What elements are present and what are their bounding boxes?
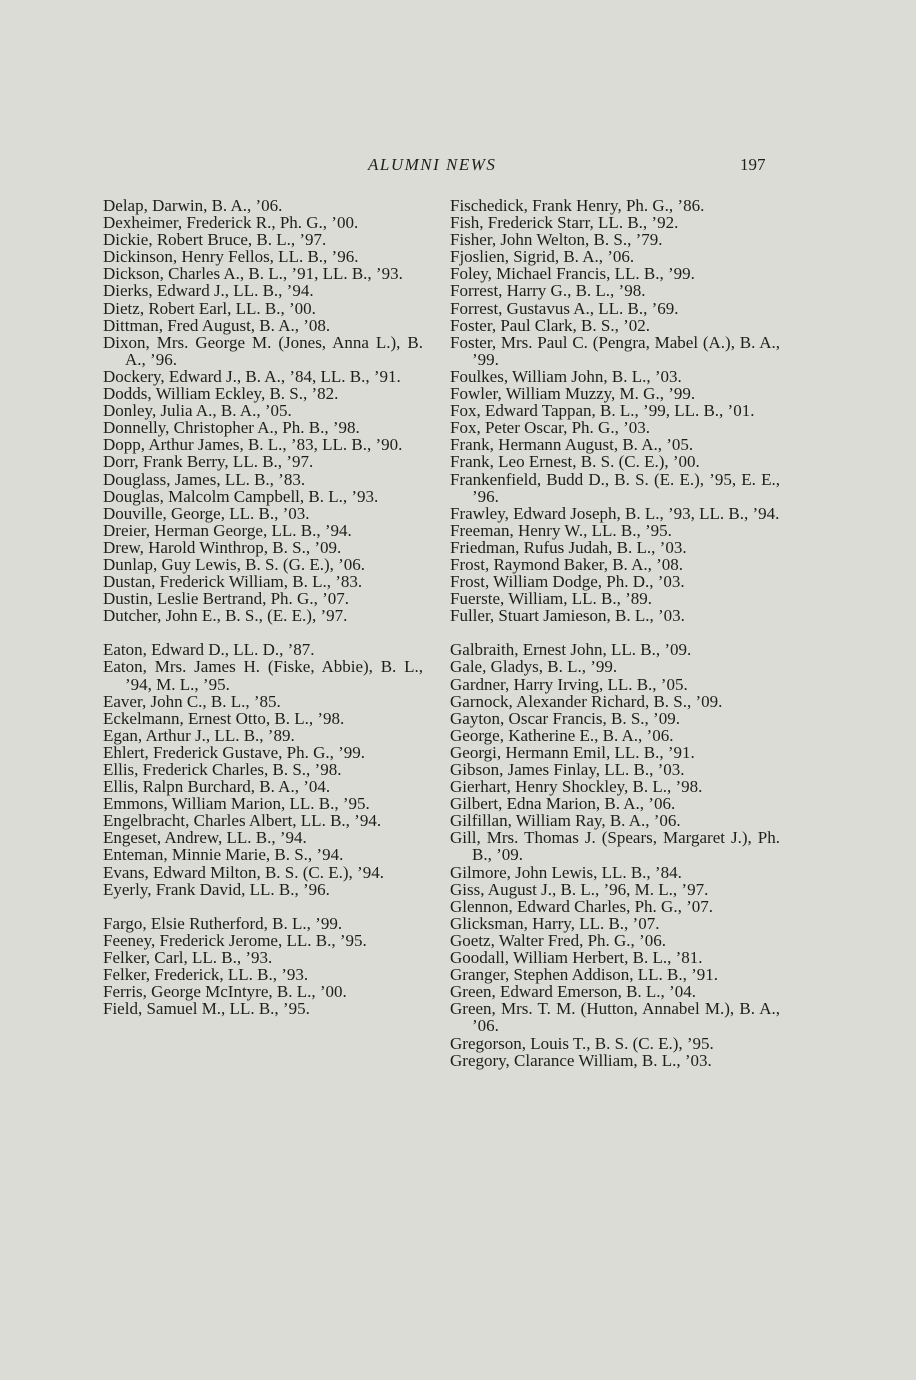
- alumni-entry: Ellis, Ralpn Burchard, B. A., ’04.: [103, 777, 331, 797]
- alumni-entry: Douville, George, LL. B., ’03.: [103, 503, 310, 523]
- alumni-entry: Fischedick, Frank Henry, Ph. G., ’86.: [450, 196, 705, 215]
- section-gap: [103, 898, 423, 915]
- alumni-entry: Glennon, Edward Charles, Ph. G., ’07.: [450, 896, 713, 916]
- alumni-entry: Emmons, William Marion, LL. B., ’95.: [103, 794, 370, 814]
- alumni-entry: Evans, Edward Milton, B. S. (C. E.), ’94.: [103, 862, 384, 882]
- alumni-entry: Dockery, Edward J., B. A., ’84, LL. B., ’91.: [103, 366, 401, 386]
- alumni-entry: Eckelmann, Ernest Otto, B. L., ’98.: [103, 708, 345, 728]
- alumni-entry: Gayton, Oscar Francis, B. S., ’09.: [450, 708, 680, 728]
- alumni-entry: Fowler, William Muzzy, M. G., ’99.: [450, 384, 696, 404]
- section-gap: [450, 624, 780, 641]
- alumni-entry: Gardner, Harry Irving, LL. B., ’05.: [450, 674, 688, 694]
- alumni-entry: Gibson, James Finlay, LL. B., ’03.: [450, 760, 685, 779]
- alumni-entry: Douglas, Malcolm Campbell, B. L., ’93.: [103, 486, 379, 506]
- alumni-entry: Drew, Harold Winthrop, B. S., ’09.: [103, 537, 342, 557]
- alumni-entry: Dickinson, Henry Fellos, LL. B., ’96.: [103, 247, 359, 267]
- alumni-entry: Fjoslien, Sigrid, B. A., ’06.: [450, 247, 635, 267]
- alumni-entry: Delap, Darwin, B. A., ’06.: [103, 196, 283, 215]
- alumni-entry: Egan, Arthur J., LL. B., ’89.: [103, 725, 295, 745]
- alumni-entry: Fuller, Stuart Jamieson, B. L., ’03.: [450, 606, 685, 626]
- alumni-entry: Gilmore, John Lewis, LL. B., ’84.: [450, 862, 682, 882]
- alumni-entry: Dreier, Herman George, LL. B., ’94.: [103, 520, 352, 540]
- alumni-entry: Fox, Edward Tappan, B. L., ’99, LL. B., ’01.: [450, 401, 755, 421]
- alumni-entry: Donnelly, Christopher A., Ph. B., ’98.: [103, 418, 360, 438]
- alumni-entry: Gierhart, Henry Shockley, B. L., ’98.: [450, 777, 703, 797]
- alumni-entry: Dietz, Robert Earl, LL. B., ’00.: [103, 298, 316, 318]
- alumni-entry: Dickson, Charles A., B. L., ’91, LL. B., ’93.: [103, 264, 403, 284]
- alumni-entry: Foster, Mrs. Paul C. (Pengra, Mabel (A.), B. A., ’99.: [450, 332, 780, 369]
- alumni-entry: Engelbracht, Charles Albert, LL. B., ’94.: [103, 811, 382, 831]
- alumni-entry: Frawley, Edward Joseph, B. L., ’93, LL. B., ’94.: [450, 503, 780, 523]
- alumni-entry: Eaton, Edward D., LL. D., ’87.: [103, 640, 315, 660]
- alumni-entry: Fisher, John Welton, B. S., ’79.: [450, 230, 663, 250]
- alumni-entry: George, Katherine E., B. A., ’06.: [450, 725, 674, 745]
- alumni-entry: Dustan, Frederick William, B. L., ’83.: [103, 572, 363, 592]
- alumni-entry: Enteman, Minnie Marie, B. S., ’94.: [103, 845, 344, 865]
- alumni-entry: Granger, Stephen Addison, LL. B., ’91.: [450, 965, 718, 985]
- alumni-entry: Gilfillan, William Ray, B. A., ’06.: [450, 811, 681, 831]
- alumni-entry: Dexheimer, Frederick R., Ph. G., ’00.: [103, 213, 359, 233]
- alumni-entry: Dorr, Frank Berry, LL. B., ’97.: [103, 452, 314, 472]
- alumni-entry: Eaver, John C., B. L., ’85.: [103, 691, 281, 711]
- alumni-entry: Feeney, Frederick Jerome, LL. B., ’95.: [103, 930, 367, 950]
- alumni-entry: Gale, Gladys, B. L., ’99.: [450, 657, 618, 677]
- alumni-entry: Field, Samuel M., LL. B., ’95.: [103, 999, 310, 1019]
- alumni-entry: Goetz, Walter Fred, Ph. G., ’06.: [450, 930, 666, 950]
- alumni-entry: Galbraith, Ernest John, LL. B., ’09.: [450, 640, 692, 660]
- alumni-entry: Ellis, Frederick Charles, B. S., ’98.: [103, 760, 342, 779]
- alumni-entry: Dickie, Robert Bruce, B. L., ’97.: [103, 230, 327, 250]
- alumni-entry: Douglass, James, LL. B., ’83.: [103, 469, 306, 489]
- page-number: 197: [740, 155, 766, 174]
- alumni-entry: Dodds, William Eckley, B. S., ’82.: [103, 384, 339, 404]
- alumni-entry: Fish, Frederick Starr, LL. B., ’92.: [450, 213, 679, 233]
- alumni-entry: Ehlert, Frederick Gustave, Ph. G., ’99.: [103, 742, 366, 762]
- alumni-entry: Frost, William Dodge, Ph. D., ’03.: [450, 572, 685, 592]
- alumni-entry: Fuerste, William, LL. B., ’89.: [450, 589, 653, 609]
- alumni-entry: Forrest, Harry G., B. L., ’98.: [450, 281, 646, 301]
- section-gap: [103, 624, 423, 641]
- running-title: ALUMNI NEWS: [368, 155, 497, 174]
- alumni-entry: Frost, Raymond Baker, B. A., ’08.: [450, 554, 684, 574]
- alumni-entry: Donley, Julia A., B. A., ’05.: [103, 401, 292, 421]
- alumni-entry: Freeman, Henry W., LL. B., ’95.: [450, 520, 672, 540]
- left-column: [103, 197, 423, 1017]
- alumni-entry: Gregorson, Louis T., B. S. (C. E.), ’95.: [450, 1033, 714, 1053]
- page-header: [0, 155, 916, 179]
- alumni-entry: Ferris, George McIntyre, B. L., ’00.: [103, 982, 347, 1002]
- alumni-entry: Frankenfield, Budd D., B. S. (E. E.), ’95, E. E., ’96.: [450, 469, 780, 506]
- alumni-entry: Goodall, William Herbert, B. L., ’81.: [450, 948, 703, 968]
- alumni-entry: Dopp, Arthur James, B. L., ’83, LL. B., ’90.: [103, 435, 403, 455]
- alumni-entry: Giss, August J., B. L., ’96, M. L., ’97.: [450, 879, 709, 899]
- alumni-entry: Green, Edward Emerson, B. L., ’04.: [450, 982, 696, 1002]
- alumni-entry: Forrest, Gustavus A., LL. B., ’69.: [450, 298, 679, 318]
- alumni-entry: Frank, Hermann August, B. A., ’05.: [450, 435, 694, 455]
- alumni-entry: Georgi, Hermann Emil, LL. B., ’91.: [450, 742, 695, 762]
- alumni-entry: Friedman, Rufus Judah, B. L., ’03.: [450, 537, 687, 557]
- alumni-entry: Foster, Paul Clark, B. S., ’02.: [450, 315, 651, 335]
- alumni-entry: Dunlap, Guy Lewis, B. S. (G. E.), ’06.: [103, 554, 366, 574]
- alumni-entry: Gill, Mrs. Thomas J. (Spears, Margaret J.), Ph. B., ’09.: [450, 828, 780, 865]
- alumni-entry: Engeset, Andrew, LL. B., ’94.: [103, 828, 307, 848]
- alumni-entry: Dixon, Mrs. George M. (Jones, Anna L.), B. A., ’96.: [103, 332, 423, 369]
- alumni-entry: Fox, Peter Oscar, Ph. G., ’03.: [450, 418, 650, 438]
- alumni-entry: Dustin, Leslie Bertrand, Ph. G., ’07.: [103, 589, 349, 609]
- alumni-entry: Eyerly, Frank David, LL. B., ’96.: [103, 879, 330, 899]
- alumni-entry: Dutcher, John E., B. S., (E. E.), ’97.: [103, 606, 348, 626]
- alumni-entry: Glicksman, Harry, LL. B., ’07.: [450, 913, 660, 933]
- alumni-entry: Foulkes, William John, B. L., ’03.: [450, 366, 682, 386]
- alumni-entry: Felker, Frederick, LL. B., ’93.: [103, 965, 309, 985]
- alumni-entry: Felker, Carl, LL. B., ’93.: [103, 947, 273, 967]
- alumni-entry: Gregory, Clarance William, B. L., ’03.: [450, 1050, 712, 1070]
- alumni-entry: Fargo, Elsie Rutherford, B. L., ’99.: [103, 913, 343, 933]
- alumni-entry: Frank, Leo Ernest, B. S. (C. E.), ’00.: [450, 452, 700, 472]
- alumni-entry: Eaton, Mrs. James H. (Fiske, Abbie), B. L., ’94, M. L., ’95.: [103, 657, 423, 694]
- right-column: [450, 197, 780, 1069]
- alumni-entry: Dierks, Edward J., LL. B., ’94.: [103, 281, 314, 301]
- alumni-entry: Gilbert, Edna Marion, B. A., ’06.: [450, 794, 676, 814]
- alumni-entry: Dittman, Fred August, B. A., ’08.: [103, 315, 331, 335]
- alumni-entry: Foley, Michael Francis, LL. B., ’99.: [450, 264, 695, 284]
- alumni-entry: Green, Mrs. T. M. (Hutton, Annabel M.), B. A., ’06.: [450, 999, 780, 1036]
- alumni-entry: Garnock, Alexander Richard, B. S., ’09.: [450, 691, 723, 711]
